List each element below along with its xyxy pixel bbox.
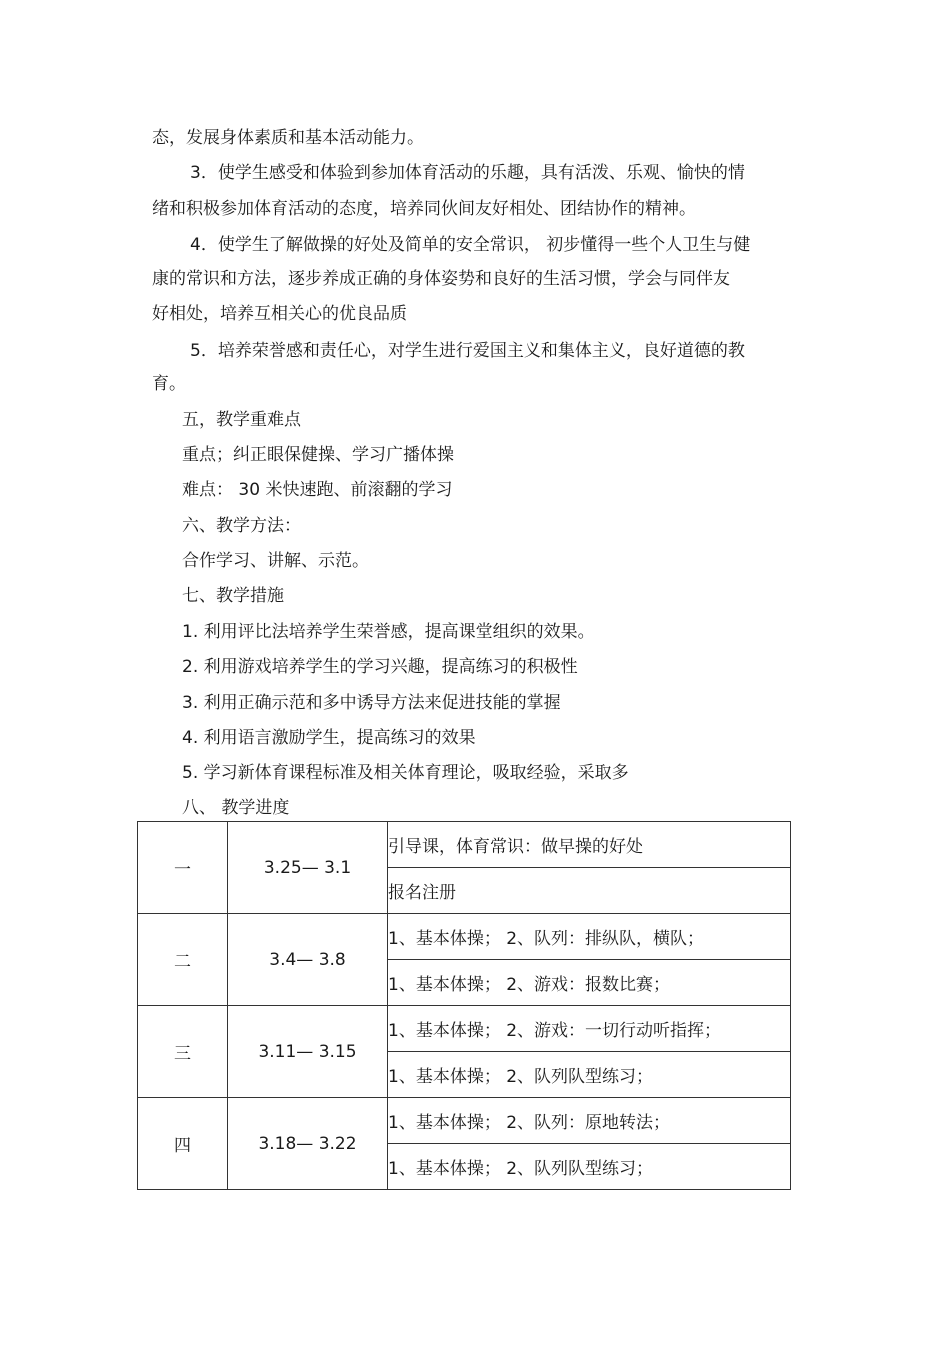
measure-item: 1. 利用评比法培养学生荣誉感，提高课堂组织的效果。 — [182, 622, 595, 642]
content-cell: 1、基本体操； 2、游戏：报数比赛； — [388, 960, 791, 1006]
section-heading-5: 五，教学重难点 — [182, 410, 301, 430]
schedule-table — [137, 821, 791, 1190]
paragraph-line: 5．培养荣誉感和责任心，对学生进行爱国主义和集体主义，良好道德的教 — [190, 341, 745, 361]
week-cell: 四 — [138, 1098, 228, 1190]
paragraph-line: 好相处，培养互相关心的优良品质 — [152, 304, 407, 324]
section-heading-7: 七、教学措施 — [182, 586, 284, 606]
week-cell: 一 — [138, 822, 228, 914]
content-cell: 1、基本体操； 2、队列：原地转法； — [388, 1098, 791, 1144]
table-row — [138, 914, 791, 960]
paragraph-line: 3．使学生感受和体验到参加体育活动的乐趣，具有活泼、乐观、愉快的情 — [190, 163, 745, 183]
section-heading-6: 六、教学方法： — [182, 516, 301, 536]
paragraph-line: 态，发展身体素质和基本活动能力。 — [152, 128, 424, 148]
table-row — [138, 1098, 791, 1144]
measure-item: 5. 学习新体育课程标准及相关体育理论，吸取经验，采取多 — [182, 763, 629, 783]
content-cell: 1、基本体操； 2、队列：排纵队，横队； — [388, 914, 791, 960]
measure-item: 3. 利用正确示范和多中诱导方法来促进技能的掌握 — [182, 693, 561, 713]
date-cell: 3.25— 3.1 — [228, 822, 388, 914]
measure-item: 2. 利用游戏培养学生的学习兴趣，提高练习的积极性 — [182, 657, 578, 677]
content-cell: 1、基本体操； 2、游戏：一切行动听指挥； — [388, 1006, 791, 1052]
difficult-points: 难点： 30 米快速跑、前滚翻的学习 — [182, 480, 453, 500]
paragraph-line: 绪和积极参加体育活动的态度，培养同伙间友好相处、团结协作的精神。 — [152, 199, 696, 219]
content-cell: 1、基本体操； 2、队列队型练习； — [388, 1052, 791, 1098]
content-cell: 1、基本体操； 2、队列队型练习； — [388, 1144, 791, 1190]
measure-item: 4. 利用语言激励学生，提高练习的效果 — [182, 728, 476, 748]
week-cell: 二 — [138, 914, 228, 1006]
paragraph-line: 育。 — [152, 374, 186, 394]
key-points: 重点；纠正眼保健操、学习广播体操 — [182, 445, 454, 465]
date-cell: 3.18— 3.22 — [228, 1098, 388, 1190]
table-row — [138, 1006, 791, 1052]
paragraph-line: 康的常识和方法，逐步养成正确的身体姿势和良好的生活习惯，学会与同伴友 — [152, 269, 730, 289]
content-cell: 引导课，体育常识：做早操的好处 — [388, 822, 791, 868]
paragraph-line: 4．使学生了解做操的好处及简单的安全常识， 初步懂得一些个人卫生与健 — [190, 235, 751, 255]
content-cell: 报名注册 — [388, 868, 791, 914]
date-cell: 3.11— 3.15 — [228, 1006, 388, 1098]
date-cell: 3.4— 3.8 — [228, 914, 388, 1006]
section-heading-8: 八、 教学进度 — [182, 798, 290, 818]
teaching-methods: 合作学习、讲解、示范。 — [182, 551, 369, 571]
table-row — [138, 822, 791, 868]
week-cell: 三 — [138, 1006, 228, 1098]
